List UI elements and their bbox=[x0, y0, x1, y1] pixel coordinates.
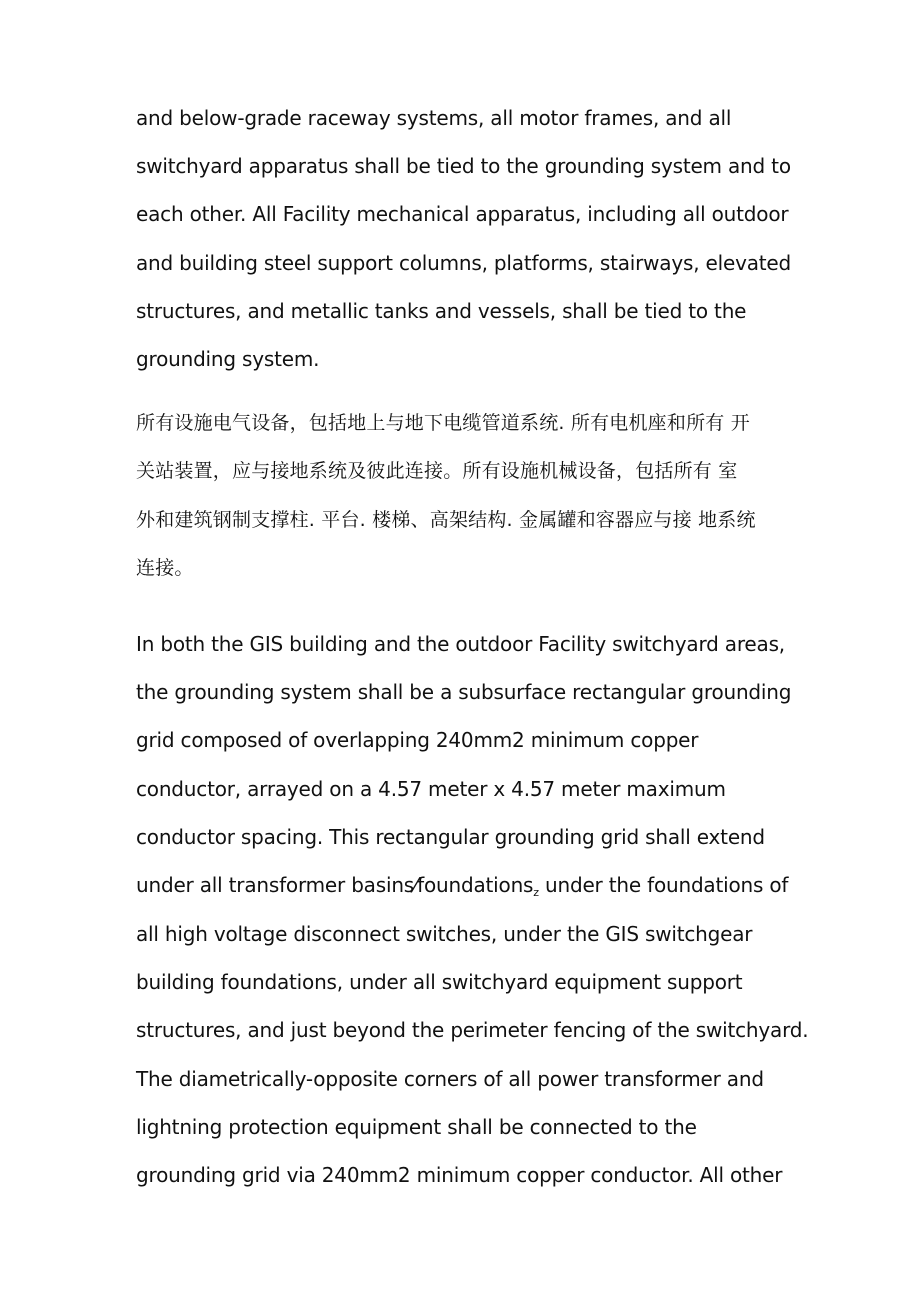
subscript-mark: z bbox=[533, 886, 539, 899]
text-line: grounding system. bbox=[136, 347, 320, 371]
text-line: building foundations, under all switchyard equipment support bbox=[136, 970, 743, 994]
text-line: switchyard apparatus shall be tied to the grounding system and to bbox=[136, 154, 791, 178]
text-line: all high voltage disconnect switches, under the GIS switchgear bbox=[136, 922, 753, 946]
text-line: structures, and metallic tanks and vessels, shall be tied to the bbox=[136, 299, 747, 323]
text-segment: under all transformer basins⁄foundations bbox=[136, 873, 534, 897]
text-line: and below-grade raceway systems, all motor frames, and all bbox=[136, 106, 732, 130]
text-line bbox=[136, 873, 788, 905]
text-segment: under the foundations of bbox=[538, 873, 789, 897]
text-line: conductor, arrayed on a 4.57 meter x 4.57 meter maximum bbox=[136, 777, 726, 801]
text-line-cn: 关站装置，应与接地系统及彼此连接。所有设施机械设备，包括所有 室 bbox=[136, 460, 738, 482]
text-line: The diametrically-opposite corners of all power transformer and bbox=[136, 1067, 764, 1091]
text-line: each other. All Facility mechanical apparatus, including all outdoor bbox=[136, 202, 789, 226]
text-line-cn: 所有设施电气设备，包括地上与地下电缆管道系统. 所有电机座和所有 开 bbox=[136, 412, 750, 434]
text-line: structures, and just beyond the perimeter fencing of the switchyard. bbox=[136, 1018, 809, 1042]
text-line: grounding grid via 240mm2 minimum copper conductor. All other bbox=[136, 1163, 783, 1187]
text-line: the grounding system shall be a subsurface rectangular grounding bbox=[136, 680, 792, 704]
text-line: and building steel support columns, platforms, stairways, elevated bbox=[136, 251, 792, 275]
text-line: In both the GIS building and the outdoor Facility switchyard areas, bbox=[136, 632, 785, 656]
text-line-cn: 连接。 bbox=[136, 557, 194, 579]
text-line: lightning protection equipment shall be connected to the bbox=[136, 1115, 697, 1139]
text-line: conductor spacing. This rectangular grounding grid shall extend bbox=[136, 825, 765, 849]
text-line: grid composed of overlapping 240mm2 minimum copper bbox=[136, 728, 699, 752]
text-line-cn: 外和建筑钢制支撑柱. 平台. 楼梯、高架结构. 金属罐和容器应与接 地系统 bbox=[136, 509, 756, 531]
